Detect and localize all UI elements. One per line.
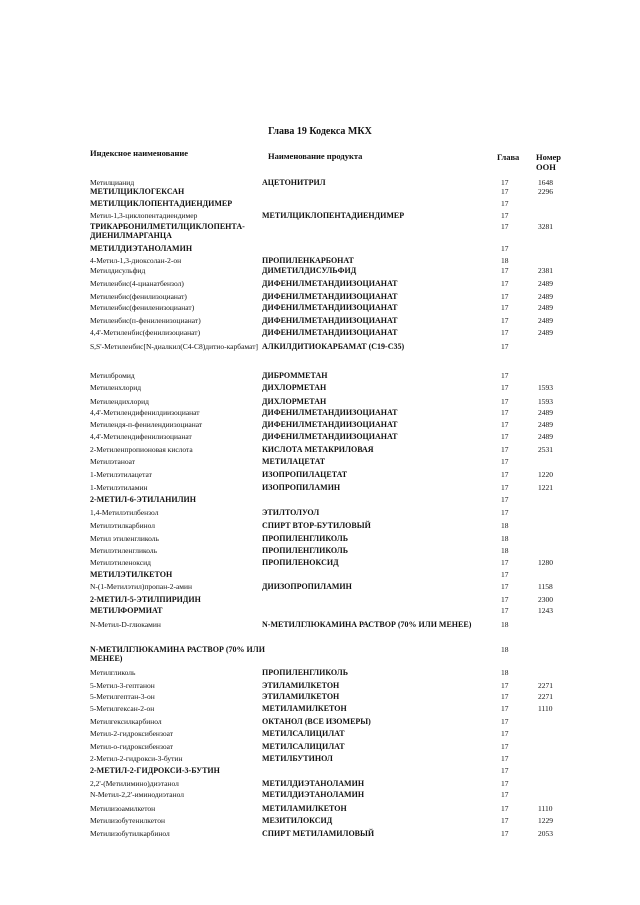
index-name-cell: Метилизоамилкетон: [90, 804, 156, 813]
index-name-cell: Метиленбис(4-цианатбензол): [90, 279, 184, 288]
index-name-cell: 2-МЕТИЛ-2-ГИДРОКСИ-3-БУТИН: [90, 766, 220, 775]
index-name-cell: Метилдисульфид: [90, 266, 146, 275]
product-name-cell: ОКТАНОЛ (ВСЕ ИЗОМЕРЫ): [262, 717, 371, 726]
product-name-cell: МЕТИЛСАЛИЦИЛАТ: [262, 729, 345, 738]
un-number-cell: 1220: [538, 470, 553, 479]
un-number-cell: 2271: [538, 692, 553, 701]
index-name-cell: МЕТИЛЭТИЛКЕТОН: [90, 570, 173, 579]
chapter-cell: 17: [501, 754, 509, 763]
chapter-cell: 17: [501, 432, 509, 441]
index-name-cell: 5-Метилгептан-3-он: [90, 692, 155, 701]
product-name-cell: ДИФЕНИЛМЕТАНДИИЗОЦИАНАТ: [262, 292, 398, 301]
un-number-cell: 1243: [538, 606, 553, 615]
chapter-cell: 17: [501, 397, 509, 406]
chapter-cell: 17: [501, 187, 509, 196]
chapter-cell: 17: [501, 316, 509, 325]
product-name-cell: ДИФЕНИЛМЕТАНДИИЗОЦИАНАТ: [262, 408, 398, 417]
chapter-cell: 17: [501, 508, 509, 517]
product-name-cell: СПИРТ ВТОР-БУТИЛОВЫЙ: [262, 521, 371, 530]
index-name-cell: Метиленбис(п-фениленизоцианат): [90, 316, 201, 325]
product-name-cell: ЭТИЛАМИЛКЕТОН: [262, 692, 340, 701]
index-name-cell: МЕТИЛЦИКЛОПЕНТАДИЕНДИМЕР: [90, 199, 233, 208]
un-number-cell: 2296: [538, 187, 553, 196]
chapter-cell: 17: [501, 829, 509, 838]
index-name-cell: 4,4'-Метиленбис(фенилизоцианат): [90, 328, 201, 337]
chapter-cell: 17: [501, 790, 509, 799]
index-name-cell: Метилизобутилкарбинол: [90, 829, 170, 838]
chapter-cell: 17: [501, 279, 509, 288]
product-name-cell: ПРОПИЛЕНОКСИД: [262, 558, 339, 567]
chapter-cell: 18: [501, 521, 509, 530]
index-name-cell: МЕТИЛФОРМИАТ: [90, 606, 163, 615]
un-number-cell: 2531: [538, 445, 553, 454]
index-name-cell: Метилбромид: [90, 371, 135, 380]
index-name-cell: Метилцианид: [90, 178, 135, 187]
product-name-cell: ДИИЗОПРОПИЛАМИН: [262, 582, 352, 591]
index-name-cell: Метиленхлорид: [90, 383, 142, 392]
product-name-cell: ДИФЕНИЛМЕТАНДИИЗОЦИАНАТ: [262, 303, 398, 312]
index-name-cell: Метилгликоль: [90, 668, 136, 677]
product-name-cell: ПРОПИЛЕНГЛИКОЛЬ: [262, 668, 348, 677]
index-name-cell: Метил-о-гидроксибензоат: [90, 742, 174, 751]
index-name-cell: N-(1-Метилэтил)пропан-2-амин: [90, 582, 193, 591]
chapter-cell: 17: [501, 742, 509, 751]
index-name-cell: МЕТИЛДИЭТАНОЛАМИН: [90, 244, 193, 253]
index-name-cell: ТРИКАРБОНИЛМЕТИЛЦИКЛОПЕНТА-ДИЕНИЛМАРГАНЦА: [90, 222, 245, 240]
index-name-cell: Метил-1,3-циклопентадиендимер: [90, 211, 198, 220]
un-number-cell: 2489: [538, 328, 553, 337]
chapter-cell: 17: [501, 445, 509, 454]
un-number-cell: 1110: [538, 804, 553, 813]
product-name-cell: ДИФЕНИЛМЕТАНДИИЗОЦИАНАТ: [262, 279, 398, 288]
chapter-cell: 17: [501, 483, 509, 492]
index-name-cell: 2-МЕТИЛ-6-ЭТИЛАНИЛИН: [90, 495, 196, 504]
un-number-cell: 2300: [538, 595, 553, 604]
index-name-cell: Метил-2-гидроксибензоат: [90, 729, 174, 738]
product-name-cell: ИЗОПРОПИЛАЦЕТАТ: [262, 470, 348, 479]
index-name-cell: 2,2'-(Метилимино)диэтанол: [90, 779, 179, 788]
product-name-cell: МЕТИЛСАЛИЦИЛАТ: [262, 742, 345, 751]
product-name-cell: ПРОПИЛЕНГЛИКОЛЬ: [262, 546, 348, 555]
chapter-cell: 17: [501, 383, 509, 392]
un-number-cell: 2489: [538, 292, 553, 301]
chapter-cell: 17: [501, 729, 509, 738]
index-name-cell: N-Метил-D-глюкамин: [90, 620, 161, 629]
index-name-cell: 1-Метилэтиламин: [90, 483, 148, 492]
index-name-cell: Метилэтаноат: [90, 457, 136, 466]
index-name-cell: 5-Метил-3-гептанон: [90, 681, 155, 690]
chapter-cell: 18: [501, 256, 509, 265]
chapter-cell: 17: [501, 704, 509, 713]
index-name-cell: Метилендихлорид: [90, 397, 149, 406]
product-name-cell: АЛКИЛДИТИОКАРБАМАТ (С19-С35): [262, 342, 405, 351]
product-name-cell: КИСЛОТА МЕТАКРИЛОВАЯ: [262, 445, 374, 454]
index-name-cell: Метиленбис(фенилизоцианат): [90, 292, 187, 301]
chapter-cell: 17: [501, 816, 509, 825]
index-name-cell: 4,4'-Метилендифенилдиизоцианат: [90, 408, 200, 417]
chapter-cell: 17: [501, 717, 509, 726]
un-number-cell: 1158: [538, 582, 553, 591]
chapter-cell: 17: [501, 681, 509, 690]
un-number-cell: 3281: [538, 222, 553, 231]
product-name-cell: ДИФЕНИЛМЕТАНДИИЗОЦИАНАТ: [262, 316, 398, 325]
un-number-cell: 2489: [538, 432, 553, 441]
product-name-cell: ПРОПИЛЕНГЛИКОЛЬ: [262, 534, 348, 543]
index-name-cell: 1,4-Метилэтилбензол: [90, 508, 159, 517]
un-number-cell: 2489: [538, 303, 553, 312]
chapter-cell: 17: [501, 495, 509, 504]
chapter-cell: 18: [501, 645, 509, 654]
chapter-cell: 17: [501, 199, 509, 208]
index-name-cell: 2-Метиленпропионовая кислота: [90, 445, 193, 454]
chapter-cell: 17: [501, 570, 509, 579]
product-name-cell: ИЗОПРОПИЛАМИН: [262, 483, 341, 492]
chapter-cell: 17: [501, 457, 509, 466]
product-name-cell: N-МЕТИЛГЛЮКАМИНА РАСТВОР (70% ИЛИ МЕНЕЕ): [262, 620, 472, 629]
chapter-cell: 17: [501, 420, 509, 429]
product-name-cell: ДИХЛОРМЕТАН: [262, 397, 327, 406]
chapter-cell: 17: [501, 692, 509, 701]
product-name-cell: ДИФЕНИЛМЕТАНДИИЗОЦИАНАТ: [262, 432, 398, 441]
product-name-cell: СПИРТ МЕТИЛАМИЛОВЫЙ: [262, 829, 375, 838]
index-name-cell: N-Метил-2,2'-иминодиэтанол: [90, 790, 185, 799]
index-name-cell: 4,4'-Метилендифенилизоцианат: [90, 432, 192, 441]
product-name-cell: МЕТИЛДИЭТАНОЛАМИН: [262, 790, 365, 799]
chapter-cell: 17: [501, 582, 509, 591]
product-name-cell: ДИМЕТИЛДИСУЛЬФИД: [262, 266, 357, 275]
header-un-number: Номер ООН: [536, 152, 561, 172]
product-name-cell: ДИФЕНИЛМЕТАНДИИЗОЦИАНАТ: [262, 420, 398, 429]
index-name-cell: Метилендя-п-фенилендиизоцианат: [90, 420, 203, 429]
product-name-cell: МЕЗИТИЛОКСИД: [262, 816, 333, 825]
chapter-cell: 17: [501, 303, 509, 312]
index-name-cell: Метиленбис(фениленизоцианат): [90, 303, 195, 312]
index-name-cell: S,S'-Метиленбис[N-диалкил(С4-С8)дитио-карбамат]: [90, 342, 259, 351]
chapter-cell: 17: [501, 292, 509, 301]
index-name-cell: Метилизобутенилкетон: [90, 816, 165, 825]
chapter-cell: 18: [501, 620, 509, 629]
un-number-cell: 2271: [538, 681, 553, 690]
chapter-cell: 18: [501, 668, 509, 677]
un-number-cell: 2489: [538, 408, 553, 417]
chapter-cell: 18: [501, 534, 509, 543]
chapter-cell: 17: [501, 804, 509, 813]
un-number-cell: 1110: [538, 704, 553, 713]
chapter-cell: 17: [501, 178, 509, 187]
header-chapter: Глава: [497, 152, 520, 162]
index-name-cell: 4-Метил-1,3-диоксолан-2-он: [90, 256, 182, 265]
un-number-cell: 1280: [538, 558, 553, 567]
index-name-cell: 1-Метилэтилацетат: [90, 470, 152, 479]
un-number-cell: 1229: [538, 816, 553, 825]
product-name-cell: ДИФЕНИЛМЕТАНДИИЗОЦИАНАТ: [262, 328, 398, 337]
page-title: Глава 19 Кодекса МКХ: [268, 126, 372, 137]
product-name-cell: МЕТИЛАМИЛКЕТОН: [262, 804, 347, 813]
chapter-cell: 17: [501, 371, 509, 380]
un-number-cell: 2489: [538, 279, 553, 288]
header-index-name: Индексное наименование: [90, 148, 189, 158]
un-number-cell: 1648: [538, 178, 553, 187]
index-name-cell: 2-МЕТИЛ-5-ЭТИЛПИРИДИН: [90, 595, 201, 604]
product-name-cell: МЕТИЛДИЭТАНОЛАМИН: [262, 779, 365, 788]
un-number-cell: 1593: [538, 397, 553, 406]
index-name-cell: 5-Метилгексан-2-он: [90, 704, 155, 713]
chapter-cell: 17: [501, 244, 509, 253]
product-name-cell: МЕТИЛБУТИНОЛ: [262, 754, 333, 763]
header-product-name: Наименование продукта: [268, 151, 363, 161]
chapter-cell: 17: [501, 342, 509, 351]
index-name-cell: МЕТИЛЦИКЛОГЕКСАН: [90, 187, 185, 196]
chapter-cell: 17: [501, 558, 509, 567]
index-name-cell: Метилгексилкарбинол: [90, 717, 162, 726]
index-name-cell: Метилэтиленоксид: [90, 558, 151, 567]
chapter-cell: 17: [501, 470, 509, 479]
product-name-cell: МЕТИЛАМИЛКЕТОН: [262, 704, 347, 713]
un-number-cell: 1593: [538, 383, 553, 392]
chapter-cell: 17: [501, 779, 509, 788]
chapter-cell: 17: [501, 595, 509, 604]
product-name-cell: ДИХЛОРМЕТАН: [262, 383, 327, 392]
chapter-cell: 17: [501, 266, 509, 275]
un-number-cell: 2489: [538, 316, 553, 325]
product-name-cell: ЭТИЛТОЛУОЛ: [262, 508, 320, 517]
un-number-cell: 2489: [538, 420, 553, 429]
index-name-cell: 2-Метил-2-гидрокси-3-бутин: [90, 754, 183, 763]
index-name-cell: Метилэтиленгликоль: [90, 546, 158, 555]
chapter-cell: 17: [501, 211, 509, 220]
un-number-cell: 1221: [538, 483, 553, 492]
un-number-cell: 2381: [538, 266, 553, 275]
product-name-cell: ПРОПИЛЕНКАРБОНАТ: [262, 256, 354, 265]
index-name-cell: Метил этиленгликоль: [90, 534, 159, 543]
chapter-cell: 17: [501, 408, 509, 417]
chapter-cell: 17: [501, 606, 509, 615]
chapter-cell: 18: [501, 546, 509, 555]
chapter-cell: 17: [501, 222, 509, 231]
index-name-cell: N-МЕТИЛГЛЮКАМИНА РАСТВОР (70% ИЛИ МЕНЕЕ): [90, 645, 265, 663]
product-name-cell: ДИБРОММЕТАН: [262, 371, 328, 380]
un-number-cell: 2053: [538, 829, 553, 838]
chapter-cell: 17: [501, 766, 509, 775]
product-name-cell: МЕТИЛАЦЕТАТ: [262, 457, 326, 466]
product-name-cell: ЭТИЛАМИЛКЕТОН: [262, 681, 340, 690]
index-name-cell: Метилэтилкарбинол: [90, 521, 156, 530]
product-name-cell: МЕТИЛЦИКЛОПЕНТАДИЕНДИМЕР: [262, 211, 405, 220]
chapter-cell: 17: [501, 328, 509, 337]
product-name-cell: АЦЕТОНИТРИЛ: [262, 178, 326, 187]
